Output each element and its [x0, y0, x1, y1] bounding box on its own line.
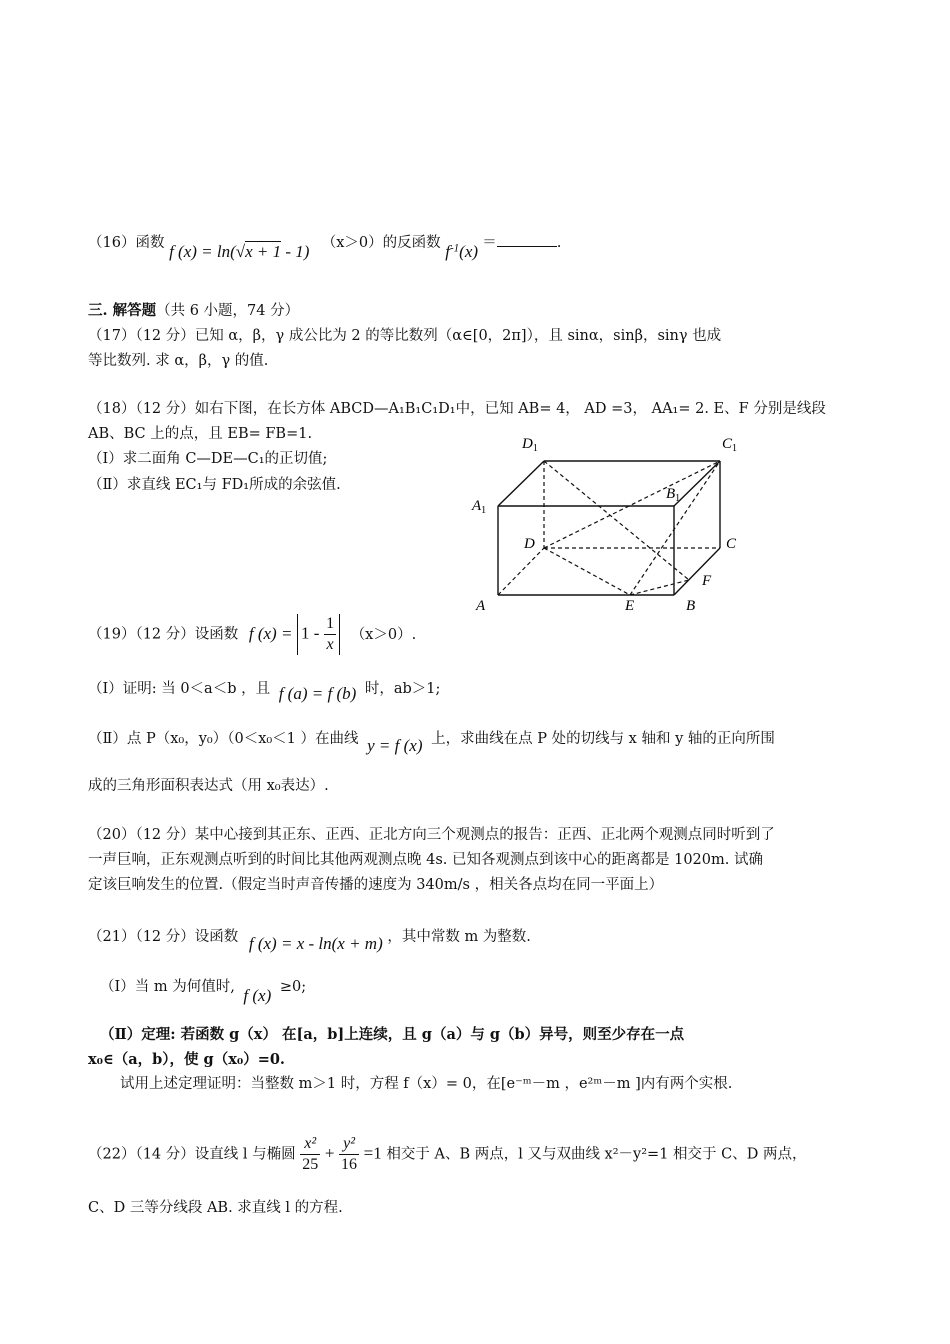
q19-line [88, 614, 416, 655]
section-heading [88, 302, 299, 320]
q20-line3: 定该巨响发生的位置.（假定当时声音传播的速度为 340m/s ，相关各点均在同一平面上） [88, 877, 664, 893]
q19-part2-cont: 成的三角形面积表达式（用 x₀表达）. [88, 778, 329, 794]
q17-line1: （17）（12 分）已知 α，β，γ 成公比为 2 的等比数列（α∈[0，2π]），且 sinα，sinβ，sinγ 也成 [88, 328, 722, 344]
label-A1: $A_1$ [472, 498, 487, 516]
section-subtitle: （共 6 小题，74 分） [156, 303, 300, 319]
label-B1: $B_1$ [666, 486, 681, 504]
label-F: F [702, 573, 712, 589]
label-C: C [726, 536, 737, 552]
q18-part1: （Ⅰ）求二面角 C—DE—C₁的正切值; [88, 451, 328, 467]
edge-a1d1 [498, 461, 544, 506]
q17-line2: 等比数列. 求 α，β，γ 的值. [88, 353, 269, 369]
cuboid-figure [460, 428, 760, 618]
label-B: B [686, 598, 696, 614]
edge-bc [674, 548, 720, 595]
q22-frac-x: $\frac{\text{x²}}{25}$ [302, 1135, 319, 1173]
edge-ad [498, 548, 544, 595]
answer-blank [497, 246, 557, 247]
segment-de [544, 548, 630, 595]
q21-part1: （Ⅰ）当 m 为何值时, f (x) ≥0; [100, 979, 307, 1005]
q19-label: （19）（12 分）设函数 [88, 626, 239, 643]
q16-line: （16）函数 f (x) = ln(√x + 1 - 1) （x＞0）的反函数 $f^{-1}(x)$ ＝ . [88, 235, 562, 261]
q22-frac-y: $\frac{\text{y²}}{16}$ [341, 1135, 358, 1173]
q18-part2: （Ⅱ）求直线 EC₁与 FD₁所成的余弦值. [88, 477, 341, 493]
q22-line: （22）（14 分）设直线 l 与椭圆 $\frac{\text{x²}}{25}$ + $\frac{\text{y²}}{16}$ =1 相交于 A、B 两点，l 又与双曲线 x²－y²=1 相交于 C、D 两点， [88, 1135, 807, 1173]
q19-fraction: $\frac{1}{x}$ [326, 615, 335, 653]
section-title: 三. 解答题 [88, 302, 157, 319]
label-C1: $C_1$ [722, 436, 738, 454]
label-E: E [625, 598, 635, 614]
edge-b1c1 [674, 461, 720, 506]
q21-line: （21）（12 分）设函数 f (x) = x - ln(x + m) ，其中常数 m 为整数. [88, 929, 531, 953]
q19-condition: （x＞0）. [350, 626, 417, 643]
q18-line1: （18）（12 分）如右下图，在长方体 ABCD—A₁B₁C₁D₁中，已知 AB= 4， AD =3， AA₁= 2. E、F 分别是线段 [88, 401, 826, 417]
label-D1: $D_1$ [522, 436, 538, 454]
q18-line2: AB、BC 上的点，且 EB= FB=1. [88, 426, 313, 442]
q16-label: （16）函数 [88, 235, 165, 251]
q20-line1: （20）（12 分）某中心接到其正东、正西、正北方向三个观测点的报告：正西、正北两个观测点同时听到了 [88, 827, 775, 843]
q21-part2: 试用上述定理证明：当整数 m＞1 时，方程 f（x）= 0，在[e⁻ᵐ－m ，e²ᵐ－m ]内有两个实根. [120, 1076, 733, 1092]
q19-part2: （Ⅱ）点 P（x₀，y₀）（0＜x₀＜1 ）在曲线 y = f (x) 上，求曲线在点 P 处的切线与 x 轴和 y 轴的正向所围 [88, 731, 775, 755]
q19-part1: （Ⅰ）证明: 当 0＜a＜b ，且 f (a) = f (b) 时，ab＞1; [88, 681, 441, 703]
segment-dc1 [544, 461, 720, 548]
label-A: A [476, 598, 486, 614]
segment-fd1 [544, 461, 689, 580]
label-D: D [524, 536, 535, 552]
q22-line2: C、D 三等分线段 AB. 求直线 l 的方程. [88, 1200, 343, 1216]
q19-abs: 1 - $\frac{1}{x}$ [297, 614, 340, 655]
q21-fx: f (x) = x - ln(x + m) [248, 934, 383, 953]
q16-formula: f (x) = ln(√x + 1 - 1) [169, 242, 310, 261]
q21-theorem-line2: x₀∈（a，b），使 g（x₀）=0. [88, 1051, 285, 1068]
q21-theorem-line1: （Ⅱ）定理: 若函数 g（x） 在[a，b]上连续，且 g（a）与 g（b）异号，则至少存在一点 [100, 1026, 685, 1043]
q19-fx: f (x) = [248, 623, 293, 643]
q20-line2: 一声巨响，正东观测点听到的时间比其他两观测点晚 4s. 已知各观测点到该中心的距离都是 1020m. 试确 [88, 852, 763, 868]
q16-inverse: $f^{-1}(x)$ [445, 242, 479, 261]
q16-condition: （x＞0）的反函数 [321, 235, 441, 251]
